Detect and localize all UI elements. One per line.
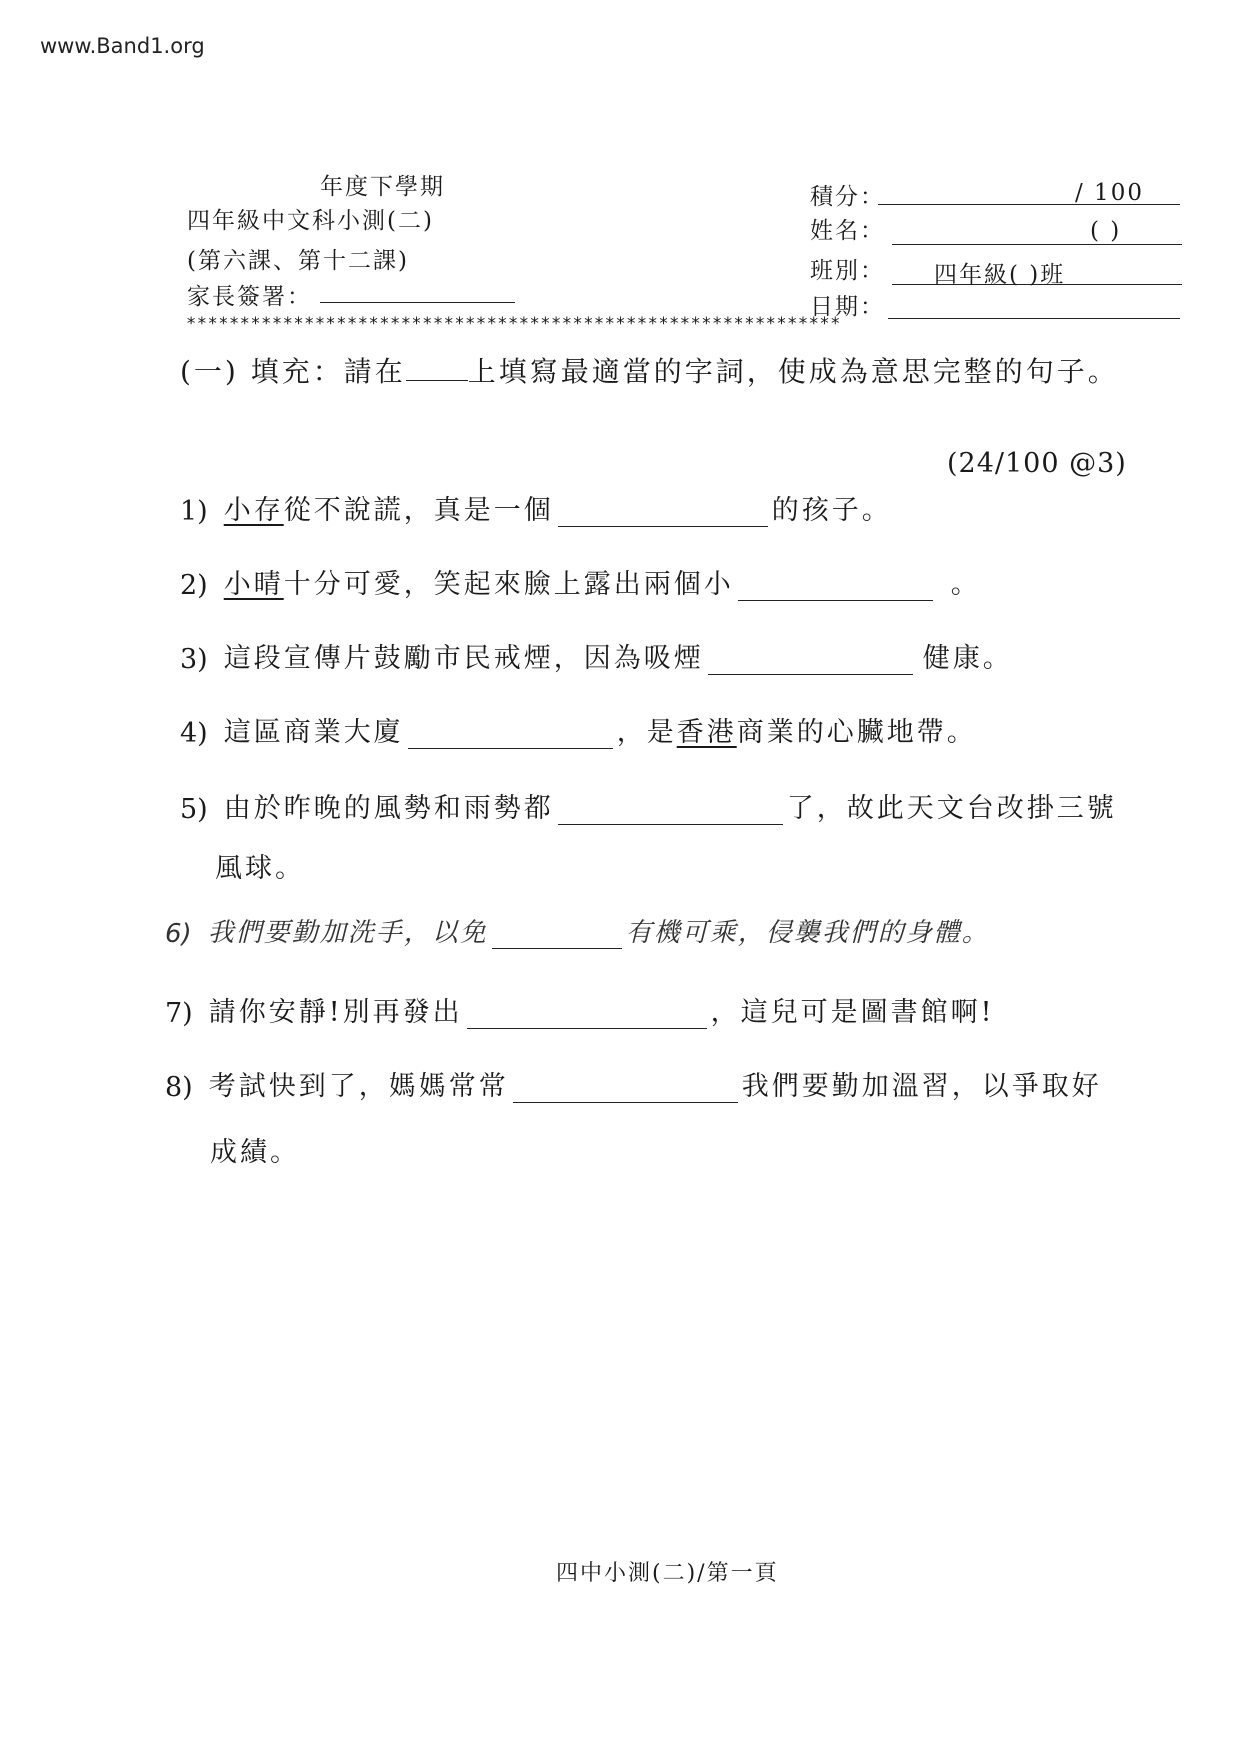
- question-text: 這段宣傳片鼓勵市民戒煙，因為吸煙: [223, 643, 704, 674]
- question-number: 2): [180, 570, 208, 601]
- question-8: [165, 1064, 1102, 1103]
- question-8-continuation: [210, 1130, 300, 1169]
- instruction-part-b: 上填寫最適當的字詞，使成為意思完整的句子。: [467, 355, 1119, 388]
- website-watermark: www.Band1.org: [40, 34, 205, 58]
- question-text-cont: 成績。: [210, 1137, 300, 1168]
- person-name: 小晴: [223, 569, 284, 600]
- question-text-mid: ，是: [616, 717, 677, 748]
- question-5: [180, 786, 1117, 825]
- question-4: [180, 710, 977, 749]
- question-5-continuation: [215, 846, 305, 885]
- lesson-range: (第六課、第十二課): [187, 248, 409, 274]
- question-7: [165, 990, 994, 1029]
- class-value: 四年級( )班: [934, 262, 1066, 288]
- question-text-end: 商業的心臟地帶。: [736, 717, 977, 748]
- question-text-end: 我們要勤加溫習，以爭取好: [741, 1071, 1102, 1102]
- question-text: 從不說謊，真是一個: [283, 495, 554, 526]
- score-label: 積分：: [810, 184, 885, 210]
- page-footer: 四中小測(二)/第一頁: [556, 1561, 779, 1586]
- place-name: 香港: [676, 717, 737, 748]
- answer-blank[interactable]: [708, 648, 913, 675]
- date-label: 日期：: [810, 294, 885, 320]
- question-number: 8): [165, 1072, 193, 1103]
- name-field[interactable]: [892, 244, 1182, 245]
- instruction-part-a: (一) 填充：請在: [180, 355, 406, 388]
- answer-blank[interactable]: [738, 574, 933, 601]
- question-text-cont: 風球。: [215, 853, 305, 884]
- question-number: 4): [180, 718, 208, 749]
- answer-blank[interactable]: [558, 798, 783, 825]
- question-text-end: ，這兒可是圖書館啊!: [710, 997, 995, 1028]
- question-text: 由於昨晚的風勢和雨勢都: [223, 793, 554, 824]
- name-label: 姓名：: [810, 218, 885, 244]
- question-number: 7): [165, 998, 193, 1029]
- question-text-end: 的孩子。: [771, 495, 892, 526]
- question-text-end: 。: [950, 569, 981, 600]
- question-text-end: 健康。: [922, 643, 1013, 674]
- class-label: 班別：: [810, 258, 885, 284]
- question-6-handwritten: [165, 912, 990, 949]
- question-text: 這區商業大廈: [223, 717, 404, 748]
- separator-stars: *************************************************************: [186, 314, 841, 334]
- date-field[interactable]: [888, 318, 1180, 319]
- student-number-paren: ( ): [1090, 218, 1122, 244]
- question-3: [180, 636, 1013, 675]
- question-number: 1): [180, 496, 208, 527]
- answer-blank[interactable]: [492, 926, 622, 949]
- question-text-end: 了，故此天文台改掛三號: [786, 793, 1117, 824]
- instruction-blank: [406, 358, 468, 381]
- quiz-title: 四年級中文科小測(二): [187, 208, 434, 234]
- question-1: [180, 488, 892, 527]
- question-number: 6): [165, 919, 192, 949]
- question-number: 3): [180, 644, 208, 675]
- answer-blank[interactable]: [467, 1002, 707, 1029]
- person-name: 小存: [223, 495, 284, 526]
- answer-blank[interactable]: [558, 500, 768, 527]
- parent-signature-label: 家長簽署：: [187, 284, 312, 310]
- question-text: 十分可愛，笑起來臉上露出兩個小: [283, 569, 734, 600]
- question-text: 請你安靜!別再發出: [208, 997, 463, 1028]
- section1-score-note: (24/100 @3): [947, 448, 1127, 479]
- parent-signature-line[interactable]: [320, 302, 515, 303]
- answer-blank[interactable]: [408, 722, 613, 749]
- question-text: 我們要勤加洗手，以免: [207, 918, 488, 948]
- question-text-end: 有機可乘，侵襲我們的身體。: [625, 918, 990, 948]
- question-text: 考試快到了，媽媽常常: [208, 1071, 509, 1102]
- score-value: / 100: [1075, 180, 1144, 206]
- question-number: 5): [180, 794, 208, 825]
- term-title: 年度下學期: [320, 174, 445, 200]
- question-2: [180, 562, 981, 601]
- section1-instruction: [180, 350, 1119, 390]
- answer-blank[interactable]: [513, 1076, 738, 1103]
